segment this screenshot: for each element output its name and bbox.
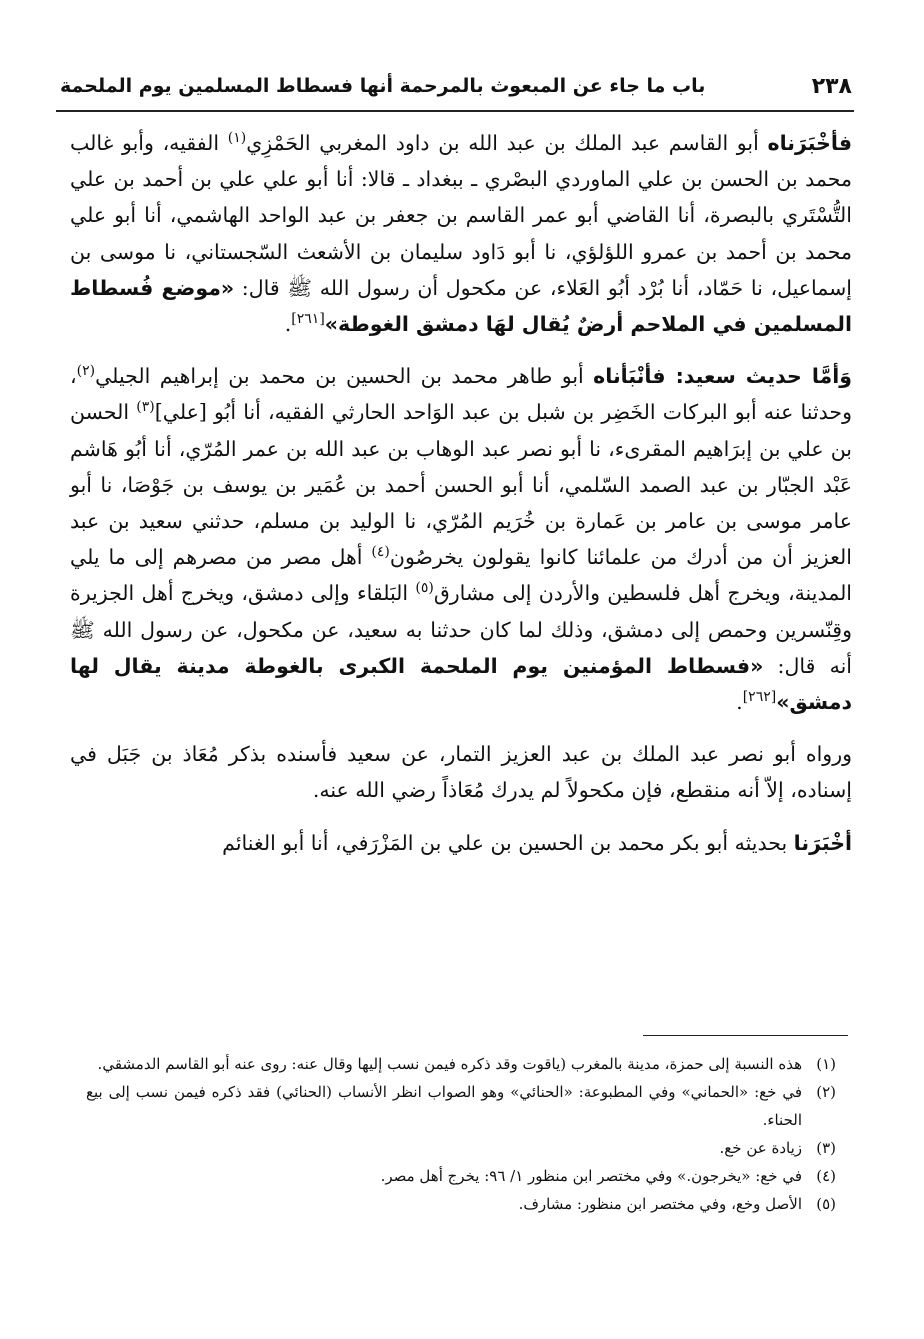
hadith-number: [٢٦٢]: [742, 689, 777, 706]
footnote-ref: (٣): [136, 399, 155, 416]
paragraph-4: [70, 825, 852, 861]
paragraph-2: [70, 358, 852, 720]
paragraph-text: بحديثه أبو بكر محمد بن الحسين بن علي بن المَزْرَفي، أنا أبو الغنائم: [222, 830, 794, 855]
footnote-number: (٤): [816, 1167, 836, 1185]
paragraph-text: البَلقاء وإلى دمشق، ويخرج أهل الجزيرة وقِنّسرين وحمص إلى دمشق، وذلك لما كان حدثنا به سعيد، عن مكحول، عن رسول الله ﷺ أنه قال:: [70, 581, 852, 678]
footnote-divider: [643, 1035, 848, 1036]
footnote-number: (٣): [816, 1139, 836, 1157]
footnote-ref: (٤): [371, 544, 390, 561]
hadith-number: [٢٦١]: [291, 311, 325, 328]
footnote-item: [86, 1078, 836, 1134]
page-number: ٢٣٨: [811, 73, 852, 99]
paragraph-text: ، وحدثنا عنه أبو البركات الخَضِر بن شبل بن عبد الوَاحد الحارثي الفقيه، أنا أبُو [علي]: [70, 364, 852, 425]
transmission-keyword: أخْبَرَنا: [793, 830, 852, 855]
paragraph-text: الفقيه، وأبو غالب محمد بن الحسن بن علي الماوردي البصْري ـ ببغداد ـ قالا: أنا أبو علي علي بن أحمد بن علي التُّسْتَري بالبصرة، أنا القاضي أبو عمر القاسم بن جعفر بن عبد الواحد الهاشمي، أنا أبو علي محمد بن أحمد بن عمرو اللؤلؤي، نا أبو دَاود سليمان بن الأشعث السّجستاني، نا موسى بن إسماعيل، نا حَمّاد، أنا بُرْد أبُو العَلاء، عن مكحول أن رسول الله ﷺ قال:: [70, 131, 852, 300]
footnote-number: (٥): [816, 1195, 836, 1213]
footnote-number: (١): [816, 1055, 836, 1073]
footnote-number: (٢): [816, 1083, 836, 1101]
paragraph-3: [70, 736, 852, 808]
paragraph-text: أبو القاسم عبد الملك بن عبد الله بن داود المغربي الحَمْزِي: [246, 131, 768, 155]
footnote-item: [86, 1190, 836, 1218]
paragraph-end: .: [736, 690, 743, 715]
main-text: [70, 125, 852, 861]
paragraph-text: أهل مصر من مصرهم إلى ما يلي المدينة، ويخرج أهل فلسطين والأردن إلى مشارق: [70, 545, 853, 606]
hadith-quote: «موضع فُسطاط المسلمين في الملاحم أرضٌ يُقال لهَا دمشق الغوطة»: [70, 275, 852, 337]
footnote-ref: (٥): [415, 580, 434, 597]
paragraph-text: ورواه أبو نصر عبد الملك بن عبد العزيز التمار، عن سعيد فأسنده بذكر مُعَاذ بن جَبَل في إسناده، إلاّ أنه منقطع، فإن مكحولاً لم يدرك مُعَاذاً رضي الله عنه.: [70, 742, 852, 803]
footnote-item: [86, 1050, 836, 1078]
paragraph-end: .: [284, 312, 292, 337]
running-title: باب ما جاء عن المبعوث بالمرحمة أنها فسطاط المسلمين يوم الملحمة: [60, 75, 706, 97]
hadith-quote: «فسطاط المؤمنين يوم الملحمة الكبرى بالغوطة مدينة يقال لها دمشق»: [70, 653, 852, 715]
footnote-item: [86, 1134, 836, 1162]
footnote-text: هذه النسبة إلى حمزة، مدينة بالمغرب (ياقوت وقد ذكره فيمن نسب إليها وقال عنه: روى عنه أبو القاسم الدمشقي.: [97, 1055, 802, 1073]
footnotes: [86, 1050, 836, 1218]
transmission-keyword: فأخْبَرَناه: [767, 131, 852, 155]
page-header: [60, 66, 852, 106]
paragraph-text: الحسن بن علي بن إبرَاهيم المقرىء، نا أبو نصر عبد الوهاب بن عبد الله بن عمر المُرّي، أنا أبُو هَاشم عَبْد الجبّار بن عبد الصمد السّلمي، أنا أبو الحسن أحمد بن عُمَير بن يوسف بن جَوْصَا، نا أبو عامر موسى بن عامر بن عَمارة بن خُرَيم المُرّي، نا الوليد بن مسلم، حدثني سعيد بن عبد العزيز أن من أدرك من علمائنا كانوا يقولون يخرصُون: [70, 400, 852, 570]
footnote-item: [86, 1162, 836, 1190]
paragraph-text: أبو طاهر محمد بن الحسين بن محمد بن إبراهيم الجيلي: [95, 364, 594, 389]
footnote-text: في خ‍ع: «الحماني» وفي المطبوعة: «الحنائي» وهو الصواب انظر الأنساب (الحنائي) فقد ذكره فيمن نسب إلى بيع الحناء.: [86, 1083, 802, 1129]
footnote-ref: (٢): [76, 363, 96, 380]
footnote-text: في خ‍ع: «يخرجون.» وفي مختصر ابن منظور ١/ ٩٦: يخرج أهل مصر.: [380, 1167, 802, 1185]
transmission-keyword: وَأمَّا حديث سعيد: فأنْبَأناه: [593, 364, 852, 389]
footnote-text: الأصل وخ‍ع، وفي مختصر ابن منظور: مشارف.: [518, 1195, 802, 1213]
header-divider: [56, 110, 854, 112]
footnote-text: زيادة عن خ‍ع.: [719, 1139, 802, 1157]
paragraph-1: [70, 125, 852, 342]
footnote-ref: (١): [227, 130, 247, 147]
